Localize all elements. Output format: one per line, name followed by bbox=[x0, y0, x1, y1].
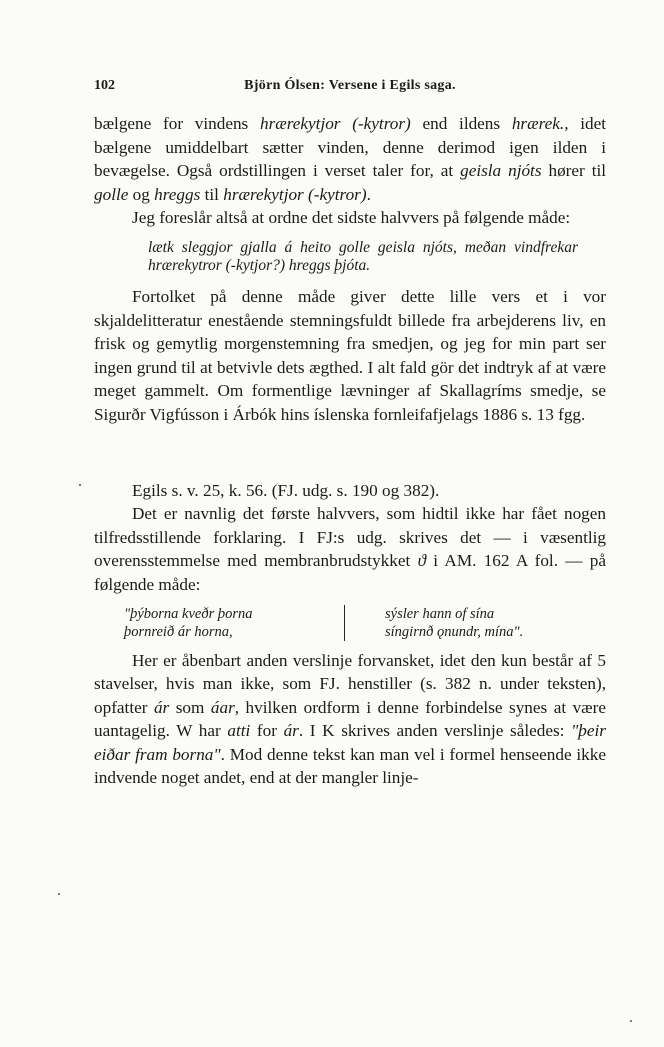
verse-divider bbox=[344, 605, 345, 641]
book-page bbox=[94, 78, 606, 790]
verse-left-column: "þýborna kveðr þorna þornreið ár horna, bbox=[124, 605, 253, 640]
verse-right-column: sýsler hann of sína síngirnð ǫnundr, mína". bbox=[385, 605, 524, 640]
paragraph-5: Det er navnlig det første halvvers, som hidtil ikke har fået nogen tilfredsstillende forklaring. I FJ:s udg. skrives det — i væsentlig overensstemmelse med membranbrudstykket ϑ i AM. 162 A fol. — på følgende måde: bbox=[94, 504, 607, 594]
paragraph-1: bælgene for vindens hrærekytjor (-kytror) end ildens hrærek., idet bælgene umiddelbart sætter vinden, denne derimod igen ilden i bevægelse. Også ordstillingen i verset taler for, at geisla njóts hører til golle og hreggs til hrærekytjor (-kytror). bbox=[94, 114, 607, 204]
margin-speck bbox=[630, 1020, 632, 1022]
verse-quote-2 bbox=[124, 605, 606, 641]
section-gap bbox=[94, 427, 606, 479]
paragraph-2: Jeg foreslår altså at ordne det sidste halvvers på følgende måde: bbox=[132, 208, 571, 228]
section-heading: Egils s. v. 25, k. 56. (FJ. udg. s. 190 og 382). bbox=[132, 480, 440, 500]
page-header bbox=[94, 78, 606, 100]
verse-quote-1: lætk sleggjor gjalla á heito golle geisla njóts, meðan vindfrekar hrærekytror (-kytjor?) hreggs þjóta. bbox=[148, 238, 578, 274]
margin-speck bbox=[58, 893, 60, 895]
page-number: 102 bbox=[94, 78, 115, 93]
running-title: Björn Ólsen: Versene i Egils saga. bbox=[244, 78, 456, 93]
paragraph-3: Fortolket på denne måde giver dette lille vers et i vor skjaldelitteratur enestående stemningsfuldt billede fra arbejderens liv, en frisk og gemytlig morgenstemning fra smedjen, og jeg for min part ser ingen grund til at betvivle dets ægthed. I alt fald gör det indtryk af at være meget gammelt. Om formentlige lævninger af Skallagríms smedje, se Sigurðr Vigfússon i Árbók hins íslenska fornleifafjelags 1886 s. 13 fgg. bbox=[94, 286, 606, 424]
paragraph-6: Her er åbenbart anden verslinje forvansket, idet den kun består af 5 stavelser, hvis man ikke, som FJ. henstiller (s. 382 n. under teksten), opfatter ár som áar, hvilken ordform i denne forbindelse synes at være uantagelig. W har atti for ár. I K skrives anden verslinje således: "þeir eiðar fram borna". Mod denne tekst kan man vel i formel henseende ikke indvende noget andet, end at der mangler linje- bbox=[94, 650, 606, 788]
margin-speck bbox=[79, 484, 81, 486]
